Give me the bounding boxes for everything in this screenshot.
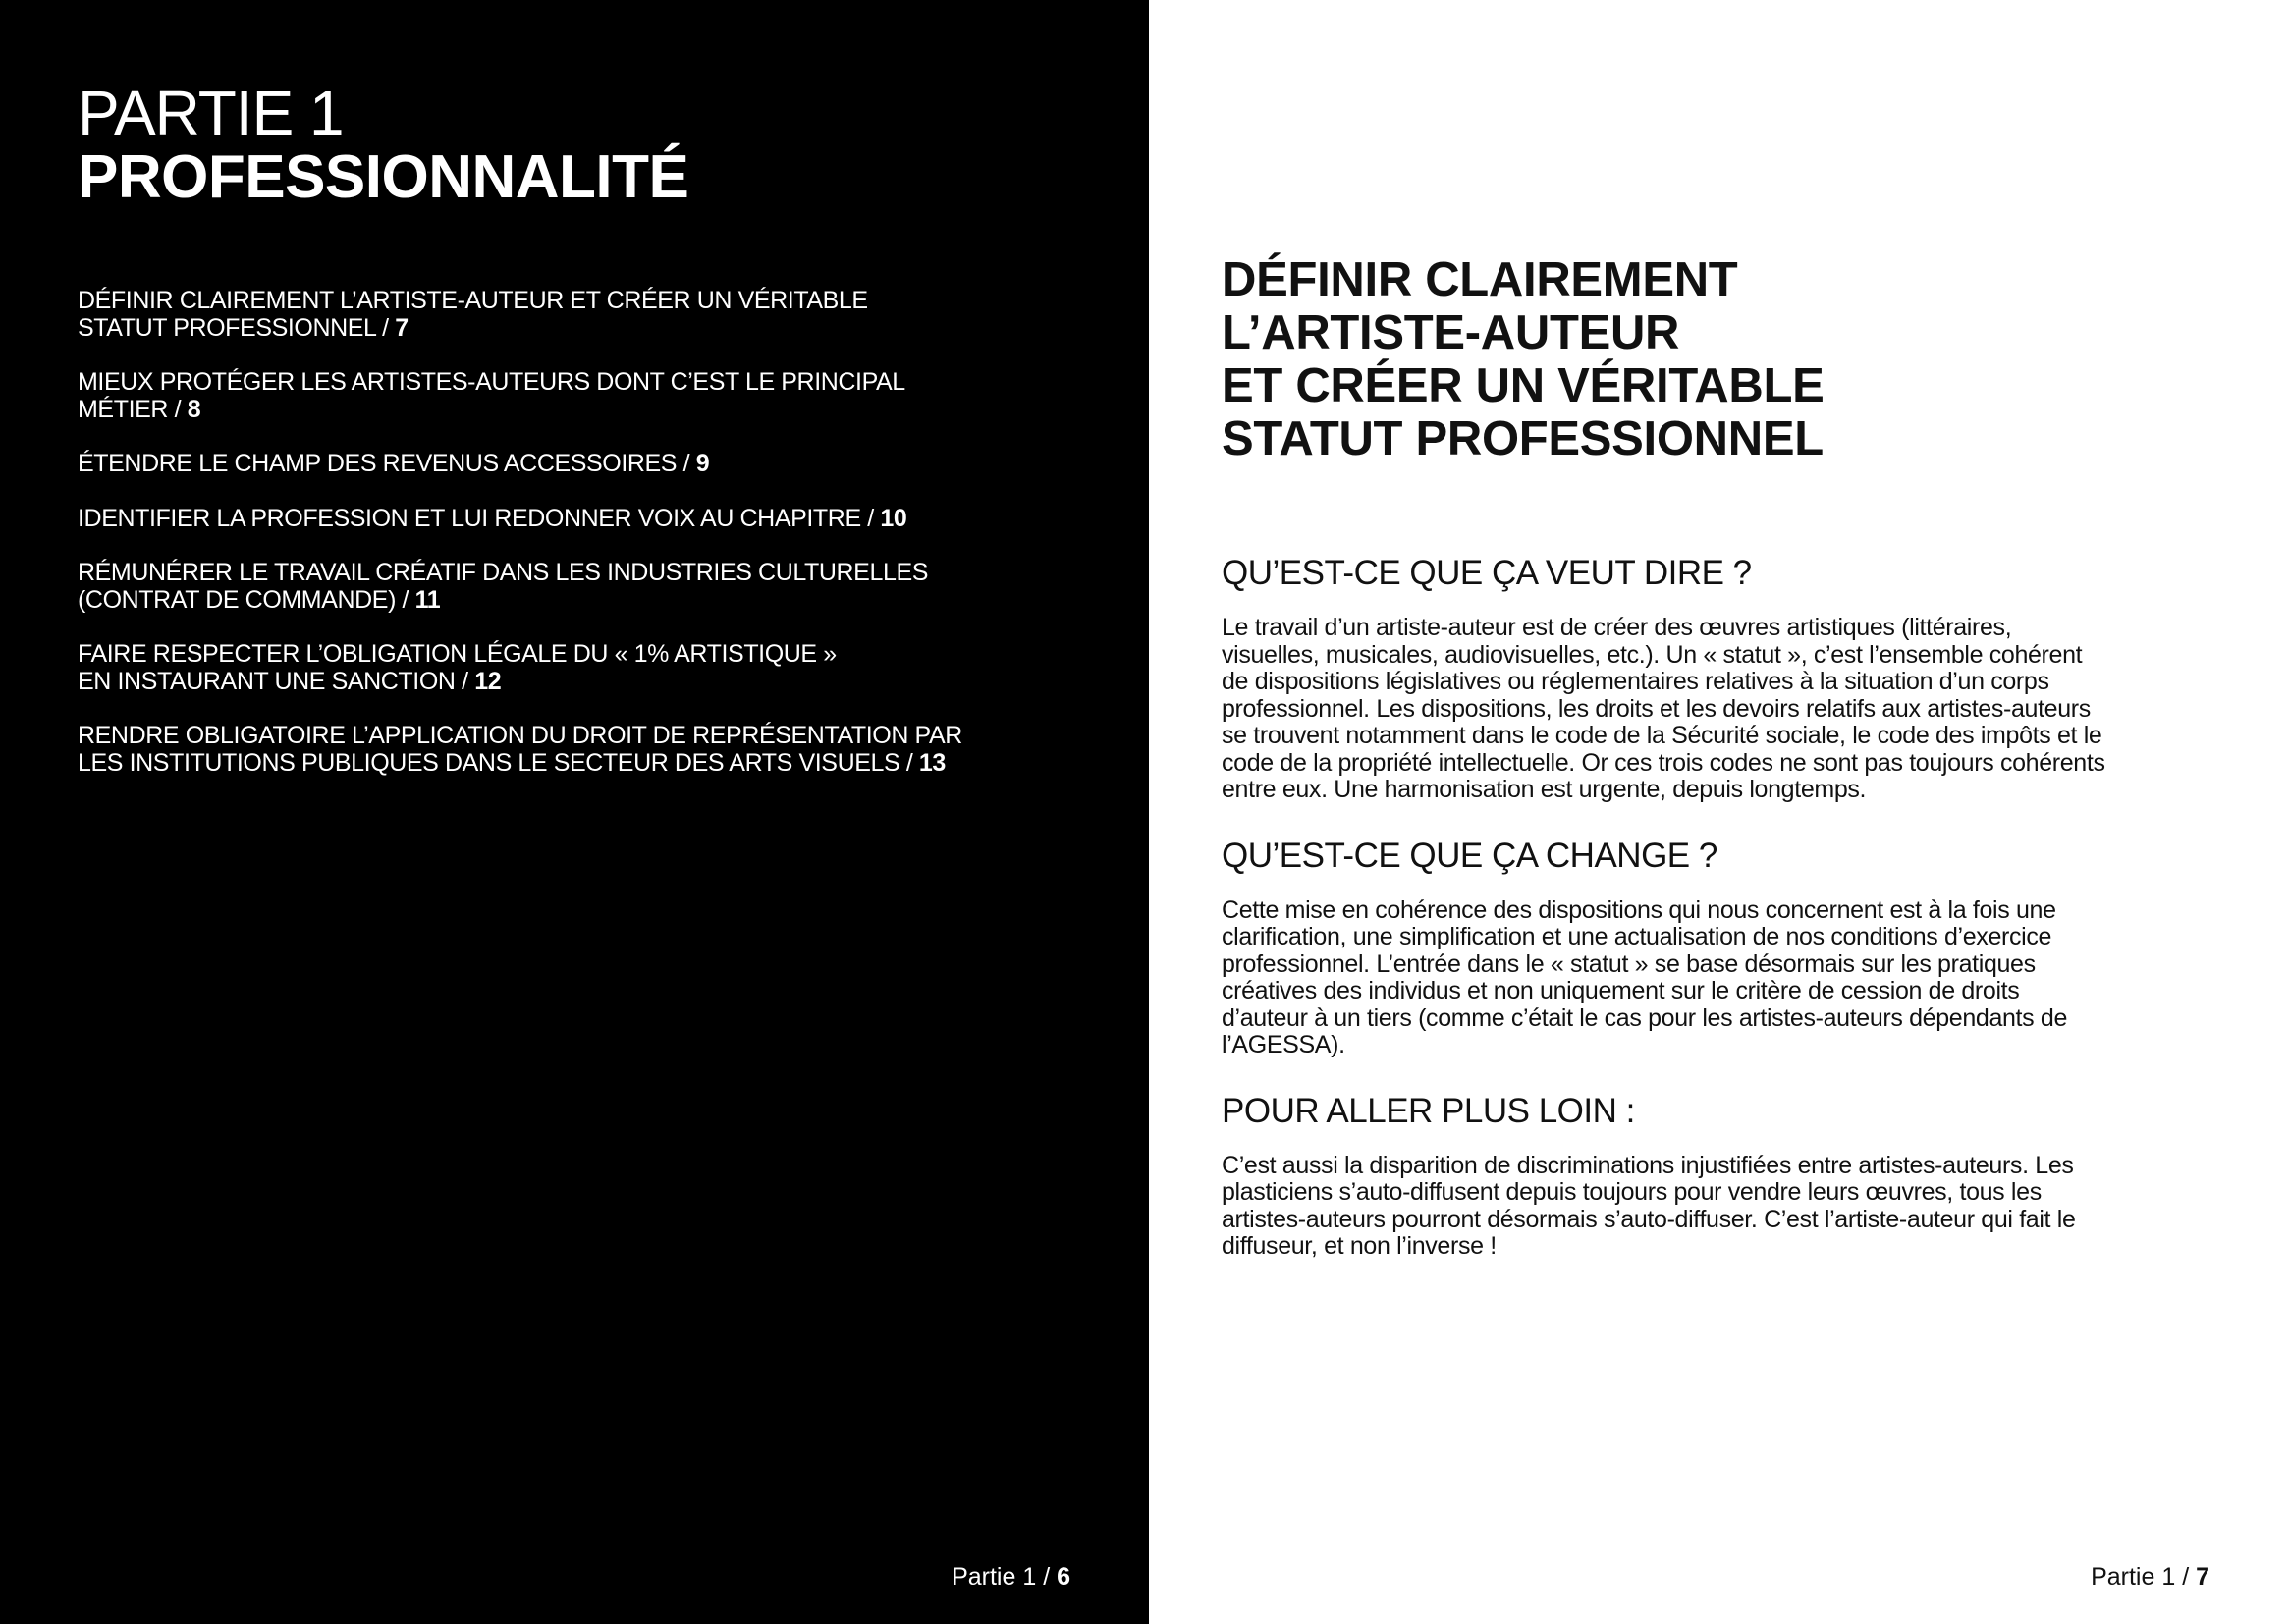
toc-page-number: 12	[474, 667, 502, 695]
body-line: d’auteur à un tiers (comme c’était le cas pour les artistes-auteurs dépendants de	[1222, 1003, 2068, 1032]
toc-page-number: 9	[695, 450, 710, 477]
toc-page-number: 7	[395, 313, 409, 342]
body-line: Cette mise en cohérence des dispositions qui nous concernent est à la fois une	[1222, 895, 2056, 924]
right-page	[1149, 0, 2289, 1624]
body-line: se trouvent notamment dans le code de la Sécurité sociale, le code des impôts et le	[1222, 722, 2102, 749]
body-line: plasticiens s’auto-diffusent depuis toujours pour vendre leurs œuvres, tous les	[1222, 1178, 2042, 1206]
toc-item-text: RÉMUNÉRER LE TRAVAIL CRÉATIF DANS LES INDUSTRIES CULTURELLES	[78, 559, 929, 586]
article	[1222, 253, 2213, 1261]
toc-page-number: 10	[880, 504, 907, 532]
body-line: diffuseur, et non l’inverse !	[1222, 1232, 1497, 1260]
folio-number: 7	[2196, 1563, 2209, 1591]
section-heading: QU’EST-CE QUE ÇA VEUT DIRE ?	[1222, 554, 1752, 592]
section-heading: POUR ALLER PLUS LOIN :	[1222, 1091, 1635, 1130]
table-of-contents	[78, 288, 1060, 804]
page-number-left: Partie 1 / 6	[952, 1563, 1070, 1591]
toc-item-text: ÉTENDRE LE CHAMP DES REVENUS ACCESSOIRES	[78, 450, 678, 477]
article-title-line: STATUT PROFESSIONNEL	[1222, 412, 1824, 465]
toc-item-text: (CONTRAT DE COMMANDE)	[78, 585, 396, 614]
toc-item[interactable]: RENDRE OBLIGATOIRE L’APPLICATION DU DROIT DE REPRÉSENTATION PAR LES INSTITUTIONS PUBLIQUES DANS LE SECTEUR DES ARTS VISUELS / 13	[78, 723, 1060, 777]
body-line: visuelles, musicales, audiovisuelles, etc.). Un « statut », c’est l’ensemble cohérent	[1222, 640, 2083, 669]
body-line: professionnel. Les dispositions, les droits et les devoirs relatifs aux artistes-auteurs	[1222, 694, 2091, 723]
toc-page-number: 8	[187, 395, 201, 423]
section-body	[1222, 1153, 2213, 1261]
toc-item-text: DÉFINIR CLAIREMENT L’ARTISTE-AUTEUR ET CRÉER UN VÉRITABLE	[78, 287, 868, 314]
toc-item[interactable]: MIEUX PROTÉGER LES ARTISTES-AUTEURS DONT C’EST LE PRINCIPAL MÉTIER / 8	[78, 369, 1060, 423]
part-title: PROFESSIONNALITÉ	[78, 143, 689, 211]
toc-item[interactable]: ÉTENDRE LE CHAMP DES REVENUS ACCESSOIRES / 9	[78, 450, 710, 477]
folio-label: Partie 1	[2091, 1563, 2176, 1591]
article-title-line: L’ARTISTE-AUTEUR	[1222, 306, 1680, 359]
toc-item-text: FAIRE RESPECTER L’OBLIGATION LÉGALE DU « 1% ARTISTIQUE »	[78, 640, 837, 668]
page-number-right: Partie 1 / 7	[2091, 1563, 2209, 1591]
body-line: de dispositions législatives ou réglementaires relatives à la situation d’un corps	[1222, 668, 2049, 695]
part-heading	[78, 78, 1060, 211]
section-heading: QU’EST-CE QUE ÇA CHANGE ?	[1222, 836, 1717, 875]
part-label: PARTIE 1	[78, 78, 344, 148]
article-title-line: DÉFINIR CLAIREMENT	[1222, 253, 1738, 306]
folio-number: 6	[1057, 1563, 1070, 1591]
toc-item-text: EN INSTAURANT UNE SANCTION	[78, 667, 456, 695]
toc-item[interactable]: DÉFINIR CLAIREMENT L’ARTISTE-AUTEUR ET CRÉER UN VÉRITABLE STATUT PROFESSIONNEL / 7	[78, 288, 1060, 342]
toc-item-text: RENDRE OBLIGATOIRE L’APPLICATION DU DROIT DE REPRÉSENTATION PAR	[78, 722, 962, 749]
folio-label: Partie 1	[952, 1563, 1037, 1591]
toc-item-text: LES INSTITUTIONS PUBLIQUES DANS LE SECTEUR DES ARTS VISUELS	[78, 748, 900, 777]
body-line: créatives des individus et non uniquement sur le critère de cession de droits	[1222, 977, 2020, 1004]
toc-page-number: 11	[414, 585, 441, 614]
toc-item-text: MIEUX PROTÉGER LES ARTISTES-AUTEURS DONT C’EST LE PRINCIPAL	[78, 368, 905, 396]
body-line: C’est aussi la disparition de discriminations injustifiées entre artistes-auteurs. Les	[1222, 1151, 2074, 1179]
body-line: Le travail d’un artiste-auteur est de créer des œuvres artistiques (littéraires,	[1222, 614, 2012, 641]
toc-item[interactable]: RÉMUNÉRER LE TRAVAIL CRÉATIF DANS LES INDUSTRIES CULTURELLES (CONTRAT DE COMMANDE) / 11	[78, 560, 1060, 614]
toc-page-number: 13	[918, 748, 946, 777]
toc-item[interactable]: IDENTIFIER LA PROFESSION ET LUI REDONNER VOIX AU CHAPITRE / 10	[78, 504, 907, 532]
body-line: entre eux. Une harmonisation est urgente, depuis longtemps.	[1222, 776, 1867, 803]
article-title-line: ET CRÉER UN VÉRITABLE	[1222, 359, 1825, 412]
section-body	[1222, 897, 2213, 1059]
section-body	[1222, 615, 2213, 804]
body-line: code de la propriété intellectuelle. Or ces trois codes ne sont pas toujours cohérents	[1222, 748, 2105, 777]
toc-item-text: IDENTIFIER LA PROFESSION ET LUI REDONNER VOIX AU CHAPITRE	[78, 504, 861, 532]
toc-item[interactable]: FAIRE RESPECTER L’OBLIGATION LÉGALE DU « 1% ARTISTIQUE » EN INSTAURANT UNE SANCTION / 12	[78, 641, 1060, 695]
body-line: clarification, une simplification et une actualisation de nos conditions d’exercice	[1222, 923, 2052, 950]
toc-item-text: MÉTIER	[78, 395, 169, 423]
article-title	[1222, 253, 2213, 465]
body-line: artistes-auteurs pourront désormais s’auto-diffuser. C’est l’artiste-auteur qui fait le	[1222, 1205, 2076, 1233]
toc-item-text: STATUT PROFESSIONNEL	[78, 313, 376, 342]
body-line: l’AGESSA).	[1222, 1031, 1345, 1058]
body-line: professionnel. L’entrée dans le « statut » se base désormais sur les pratiques	[1222, 949, 2036, 978]
